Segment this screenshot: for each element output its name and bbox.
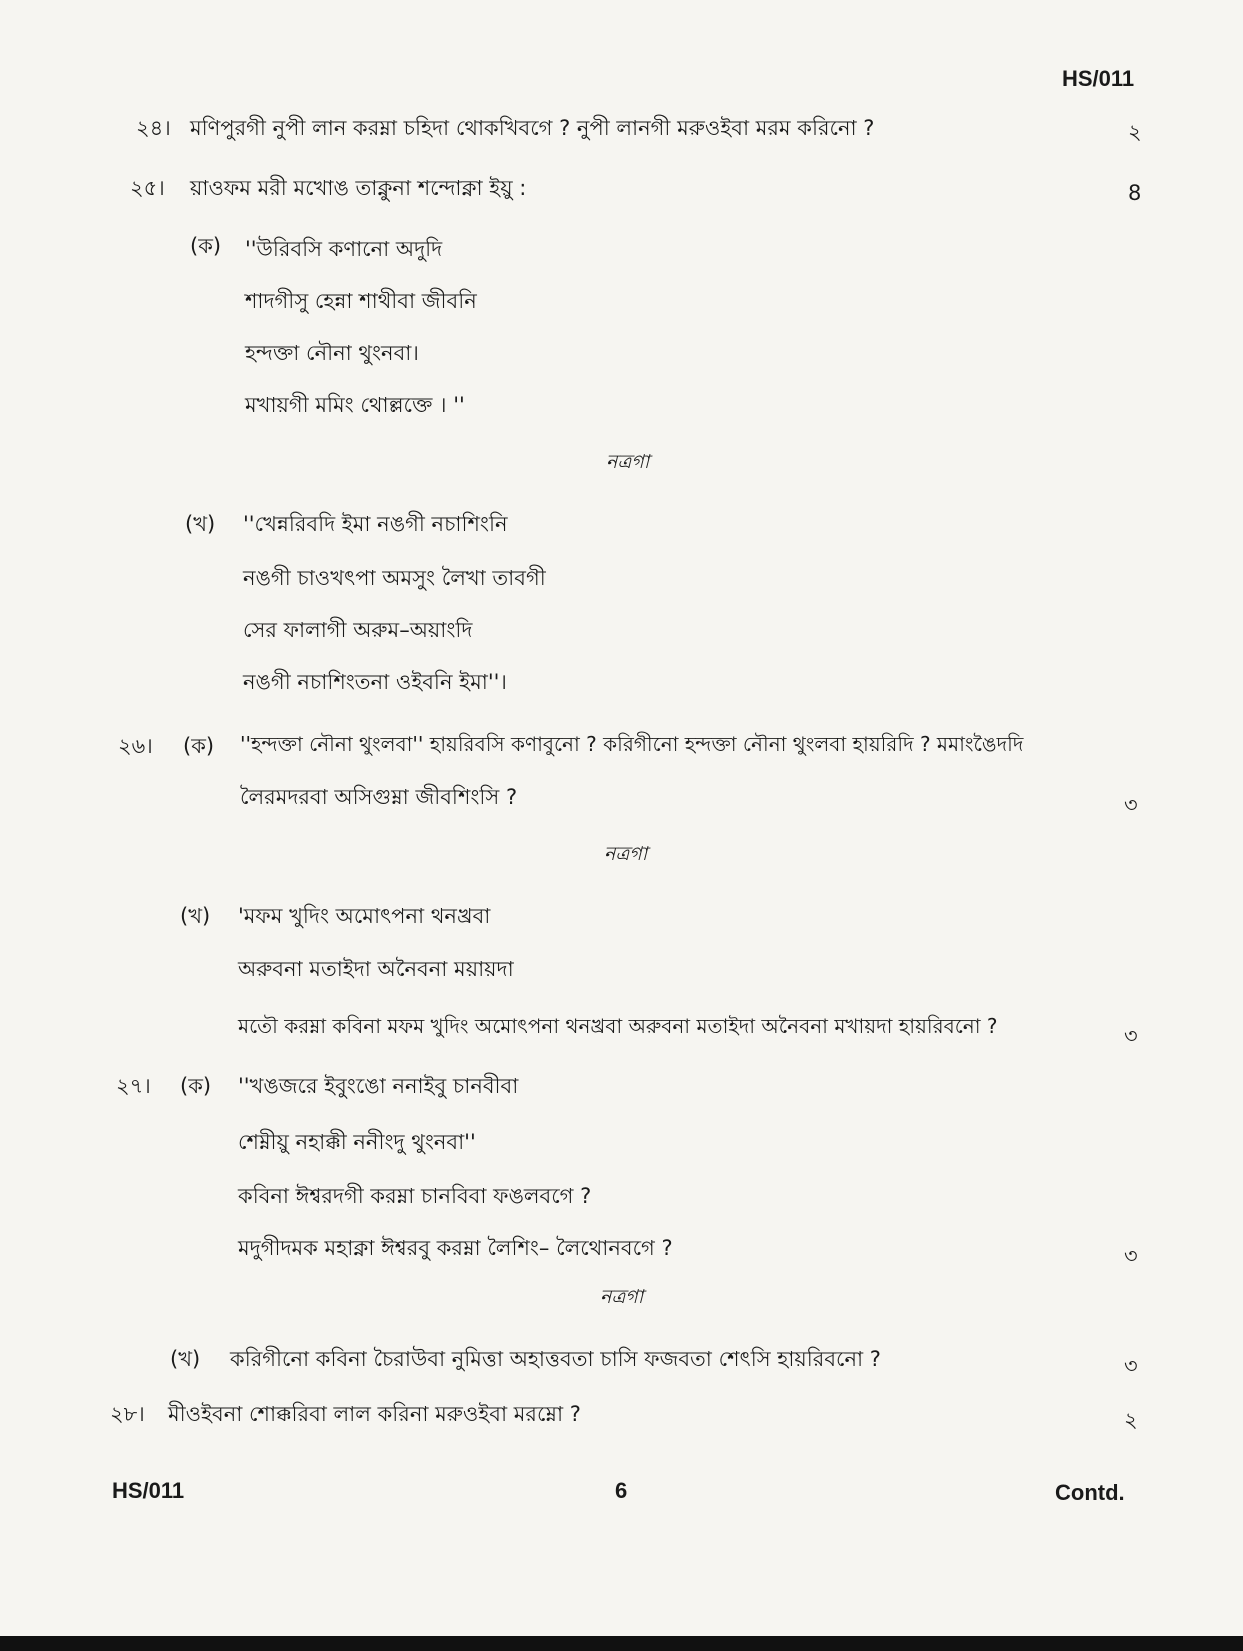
q27b-label: (খ) [170,1347,201,1371]
q26b-line-2: অরুবনা মতাইদা অনৈবনা ময়ায়দা [238,957,514,981]
q26a-marks: ৩ [1124,793,1138,817]
q25b-line-2: নঙগী চাওখৎপা অমসুং লৈখা তাবগী [243,566,546,590]
q27a-line-1: ''খঙজরে ইবুংঙো ননাইবু চানবীবা [238,1074,519,1098]
q24-text: মণিপুরগী নুপী লান করম্না চহিদা থোকখিবগে ? নুপী লানগী মরুওইবা মরম করিনো ? [190,116,875,140]
q27-or: নত্রগা [600,1286,644,1308]
q26a-line-2: লৈরমদরবা অসিগুম্না জীবশিংসি ? [240,785,518,809]
q28-marks: ২ [1124,1408,1138,1432]
q26b-label: (খ) [180,904,211,928]
q27a-line-2: শেম্নীয়ু নহাক্কী ননীংদু থুংনবা'' [238,1130,476,1154]
q25-marks: 8 [1128,181,1142,205]
q26b-line-3: মতৌ করম্না কবিনা মফম খুদিং অমোৎপনা থনখ্রবা অরুবনা মতাইদা অনৈবনা মখায়দা হায়রিবনো ? [238,1014,998,1038]
q24-number: ২৪। [136,116,171,140]
q25-or: নত্রগা [606,451,650,473]
q28-number: ২৮। [110,1402,145,1426]
q26a-line-1: ''হন্দক্তা নৌনা থুংলবা'' হায়রিবসি কণাবুনো ? করিগীনো হন্দক্তা নৌনা থুংলবা হায়রিদি ? মমাংঙৈদদি [240,732,1024,756]
q25a-line-3: হন্দক্তা নৌনা থুংনবা। [245,341,419,365]
q27b-marks: ৩ [1124,1354,1138,1378]
q24-marks: ২ [1128,120,1142,144]
footer-contd: Contd. [1055,1480,1125,1505]
q25a-line-1: ''উরিবসি কণানো অদুদি [245,237,443,261]
q27a-line-4: মদুগীদমক মহাক্না ঈশ্বরবু করম্না লৈশিং– লৈথোনবগে ? [238,1236,673,1260]
q25a-line-2: শাদগীসু হেন্না শাথীবা জীবনি [245,289,477,313]
q27a-line-3: কবিনা ঈশ্বরদগী করম্না চানবিবা ফঙলবগে ? [238,1184,592,1208]
q26b-line-1: 'মফম খুদিং অমোৎপনা থনখ্রবা [238,904,491,928]
q25b-line-4: নঙগী নচাশিংতনা ওইবনি ইমা''। [243,670,507,694]
q26a-label: (ক) [183,734,215,758]
q27a-marks: ৩ [1124,1244,1138,1268]
footer-code: HS/011 [112,1478,185,1503]
q25-number: ২৫। [130,176,165,200]
q25a-line-4: মখায়গী মমিং থোল্লক্তে । '' [245,393,465,417]
q25b-line-3: সের ফালাগী অরুম–অয়াংদি [243,618,473,642]
page-bottom-edge [0,1636,1243,1651]
footer-page-number: 6 [615,1478,628,1503]
q25b-line-1: ''খেন্নরিবদি ইমা নঙগী নচাশিংনি [243,512,508,536]
q26-number: ২৬। [118,734,153,758]
q27-number: ২৭। [116,1074,151,1098]
q27a-label: (ক) [180,1074,212,1098]
q25b-label: (খ) [185,512,216,536]
q25-text: য়াওফম মরী মখোঙ তাক্নুনা শন্দোক্না ইয়ু : [190,176,527,200]
q27b-text: করিগীনো কবিনা চৈরাউবা নুমিত্তা অহাত্তবতা চাসি ফজবতা শেৎসি হায়রিবনো ? [230,1347,881,1371]
header-code: HS/011 [1062,66,1135,91]
q26b-marks: ৩ [1124,1024,1138,1048]
q26-or: নত্রগা [604,843,648,865]
q25a-label: (ক) [190,234,222,258]
q28-text: মীওইবনা শোক্করিবা লাল করিনা মরুওইবা মরম্নো ? [168,1402,581,1426]
